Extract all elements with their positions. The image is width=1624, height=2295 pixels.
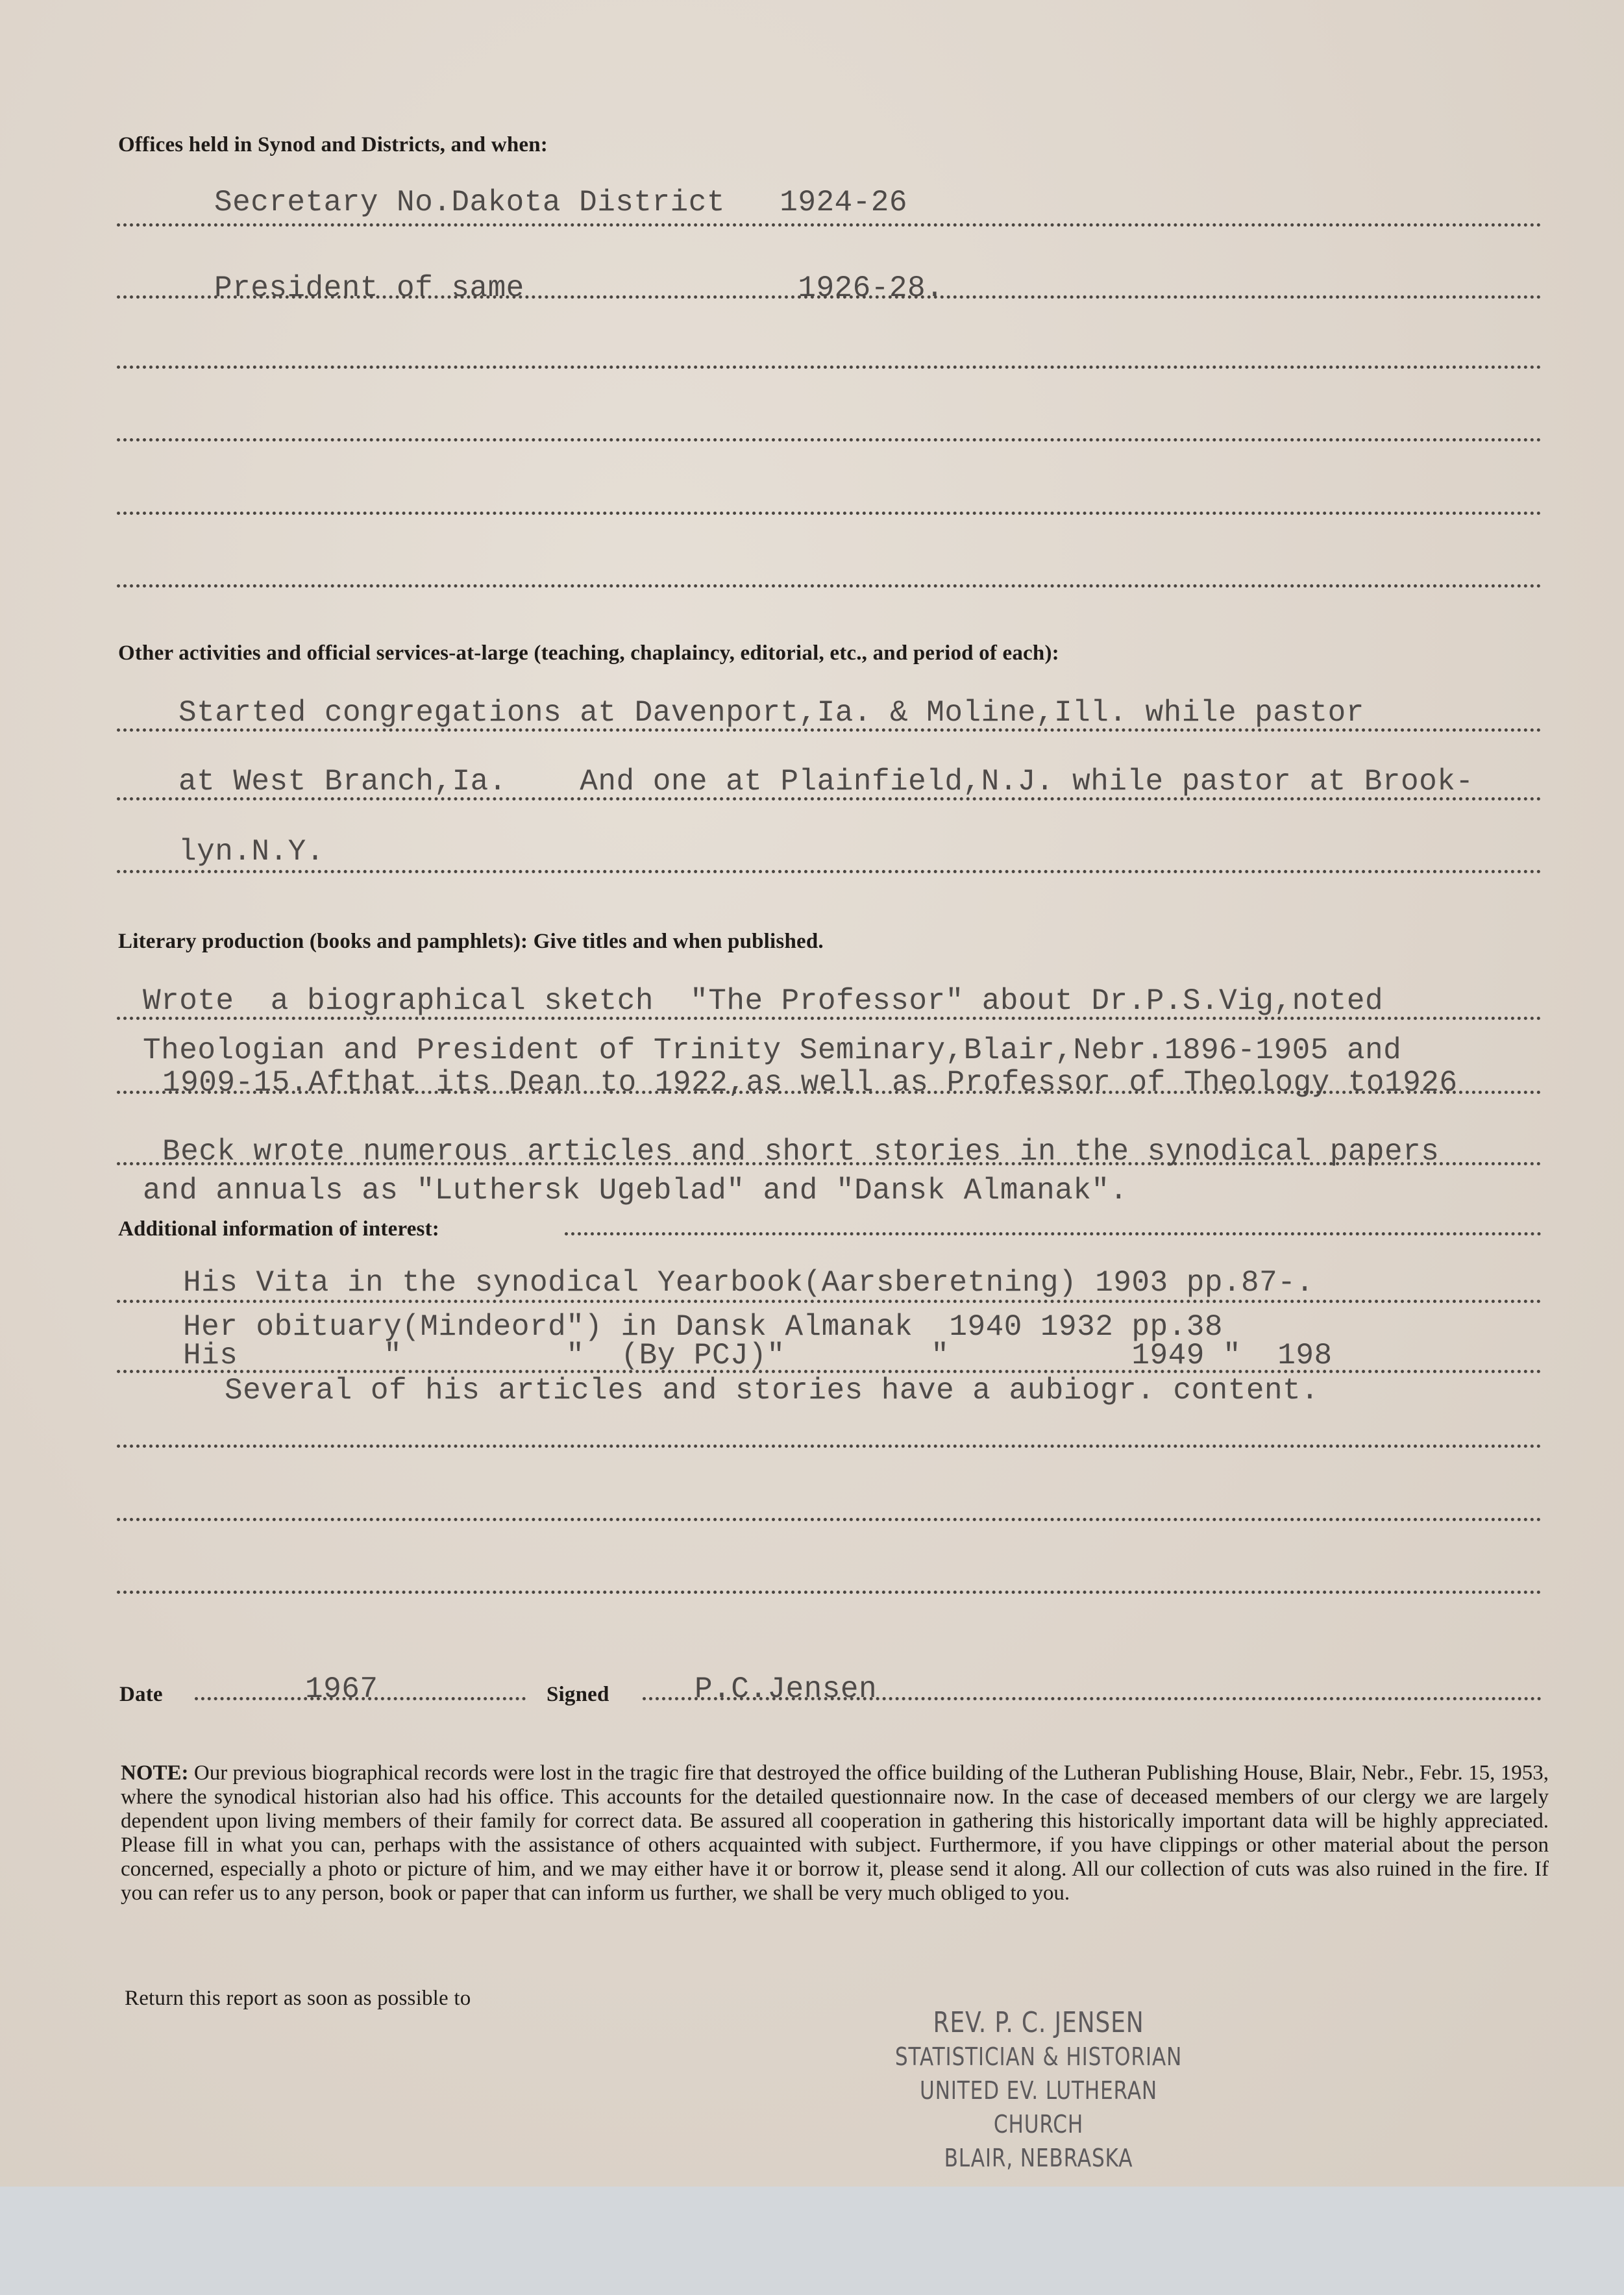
- additional-line-2: [117, 1370, 1542, 1373]
- offices-label: Offices held in Synod and Districts, and when:: [118, 133, 548, 156]
- additional-line-5: [117, 1591, 1542, 1594]
- signed-label: Signed: [547, 1683, 609, 1706]
- note-paragraph: [121, 1761, 1549, 1905]
- additional-entry-3: His " " (By PCJ)" " 1949 " 198: [183, 1339, 1333, 1372]
- note-heading: NOTE:: [121, 1761, 189, 1785]
- stamp-line-1: REV. P. C. JENSEN: [933, 2006, 1144, 2039]
- address-stamp: [844, 2006, 1233, 2175]
- offices-line-4: [117, 438, 1542, 441]
- offices-line-3: [117, 366, 1542, 369]
- offices-line-5: [117, 512, 1542, 515]
- offices-line-6: [117, 584, 1542, 588]
- offices-entry-2: President of same 1926-28.: [214, 271, 944, 305]
- literary-line-2: [117, 1091, 1542, 1094]
- literary-entry-5: and annuals as "Luthersk Ugeblad" and "Dansk Almanak".: [143, 1174, 1128, 1208]
- literary-line-1: [117, 1017, 1542, 1020]
- additional-line-0: [565, 1232, 1542, 1235]
- literary-entry-2: Theologian and President of Trinity Seminary,Blair,Nebr.1896-1905 and: [143, 1034, 1402, 1067]
- activities-line-2: [117, 797, 1542, 800]
- stamp-line-2: STATISTICIAN & HISTORIAN: [894, 2042, 1183, 2071]
- stamp-line-3: UNITED EV. LUTHERAN CHURCH: [919, 2076, 1158, 2139]
- literary-entry-4: Beck wrote numerous articles and short stories in the synodical papers: [162, 1135, 1440, 1169]
- offices-entry-1: Secretary No.Dakota District 1924-26: [214, 186, 907, 219]
- literary-label: Literary production (books and pamphlets): Give titles and when published.: [118, 930, 824, 953]
- additional-line-1: [117, 1300, 1542, 1303]
- offices-line-2: [117, 295, 1542, 299]
- date-label: Date: [119, 1683, 163, 1706]
- additional-line-3: [117, 1445, 1542, 1448]
- additional-entry-2: Her obituary(Mindeord") in Dansk Almanak 1940 1932 pp.38: [183, 1310, 1223, 1344]
- activities-entry-3: lyn.N.Y.: [178, 835, 325, 869]
- signed-value: P.C.Jensen: [695, 1672, 878, 1706]
- date-value: 1967: [305, 1672, 378, 1706]
- additional-line-4: [117, 1518, 1542, 1521]
- literary-entry-3: 1909-15.Afthat its Dean to 1922,as well as Professor of Theology to1926: [162, 1066, 1458, 1100]
- offices-line-1: [117, 223, 1542, 227]
- activities-line-1: [117, 728, 1542, 732]
- literary-entry-1: Wrote a biographical sketch "The Professor" about Dr.P.S.Vig,noted: [143, 984, 1384, 1018]
- literary-line-3: [117, 1162, 1542, 1165]
- stamp-line-4: BLAIR, NEBRASKA: [944, 2144, 1133, 2172]
- additional-label: Additional information of interest:: [118, 1217, 439, 1241]
- activities-label: Other activities and official services-at-large (teaching, chaplaincy, editorial, etc., and period of each):: [118, 641, 1059, 665]
- note-text: Our previous biographical records were lost in the tragic fire that destroyed the office building of the Lutheran Publishing House, Blair, Nebr., Febr. 15, 1953, where the synodical historian also had his office. This accounts for the detailed questionnaire now. In the case of deceased members of our clergy we are largely dependent upon living members of their family for correct data. Be assured all cooperation in gathering this historically important data will be highly appreciated. Please fill in what you can, perhaps with the assistance of others acquainted with subject. Furthermore, if you have clippings or other material about the person concerned, especially a photo or picture of him, and we may either have it or borrow it, please send it along. All our collection of cuts was also ruined in the fire. If you can refer us to any person, book or paper that can inform us further, we shall be very much obliged to you.: [121, 1761, 1549, 1905]
- activities-line-3: [117, 870, 1542, 873]
- activities-entry-1: Started congregations at Davenport,Ia. & Moline,Ill. while pastor: [178, 696, 1364, 730]
- scan-background: [0, 2187, 1624, 2295]
- return-label: Return this report as soon as possible to: [125, 1987, 471, 2010]
- additional-entry-4: Several of his articles and stories have a aubiogr. content.: [225, 1374, 1320, 1408]
- activities-entry-2: at West Branch,Ia. And one at Plainfield,N.J. while pastor at Brook-: [178, 765, 1474, 799]
- additional-entry-1: His Vita in the synodical Yearbook(Aarsberetning) 1903 pp.87-.: [183, 1266, 1314, 1300]
